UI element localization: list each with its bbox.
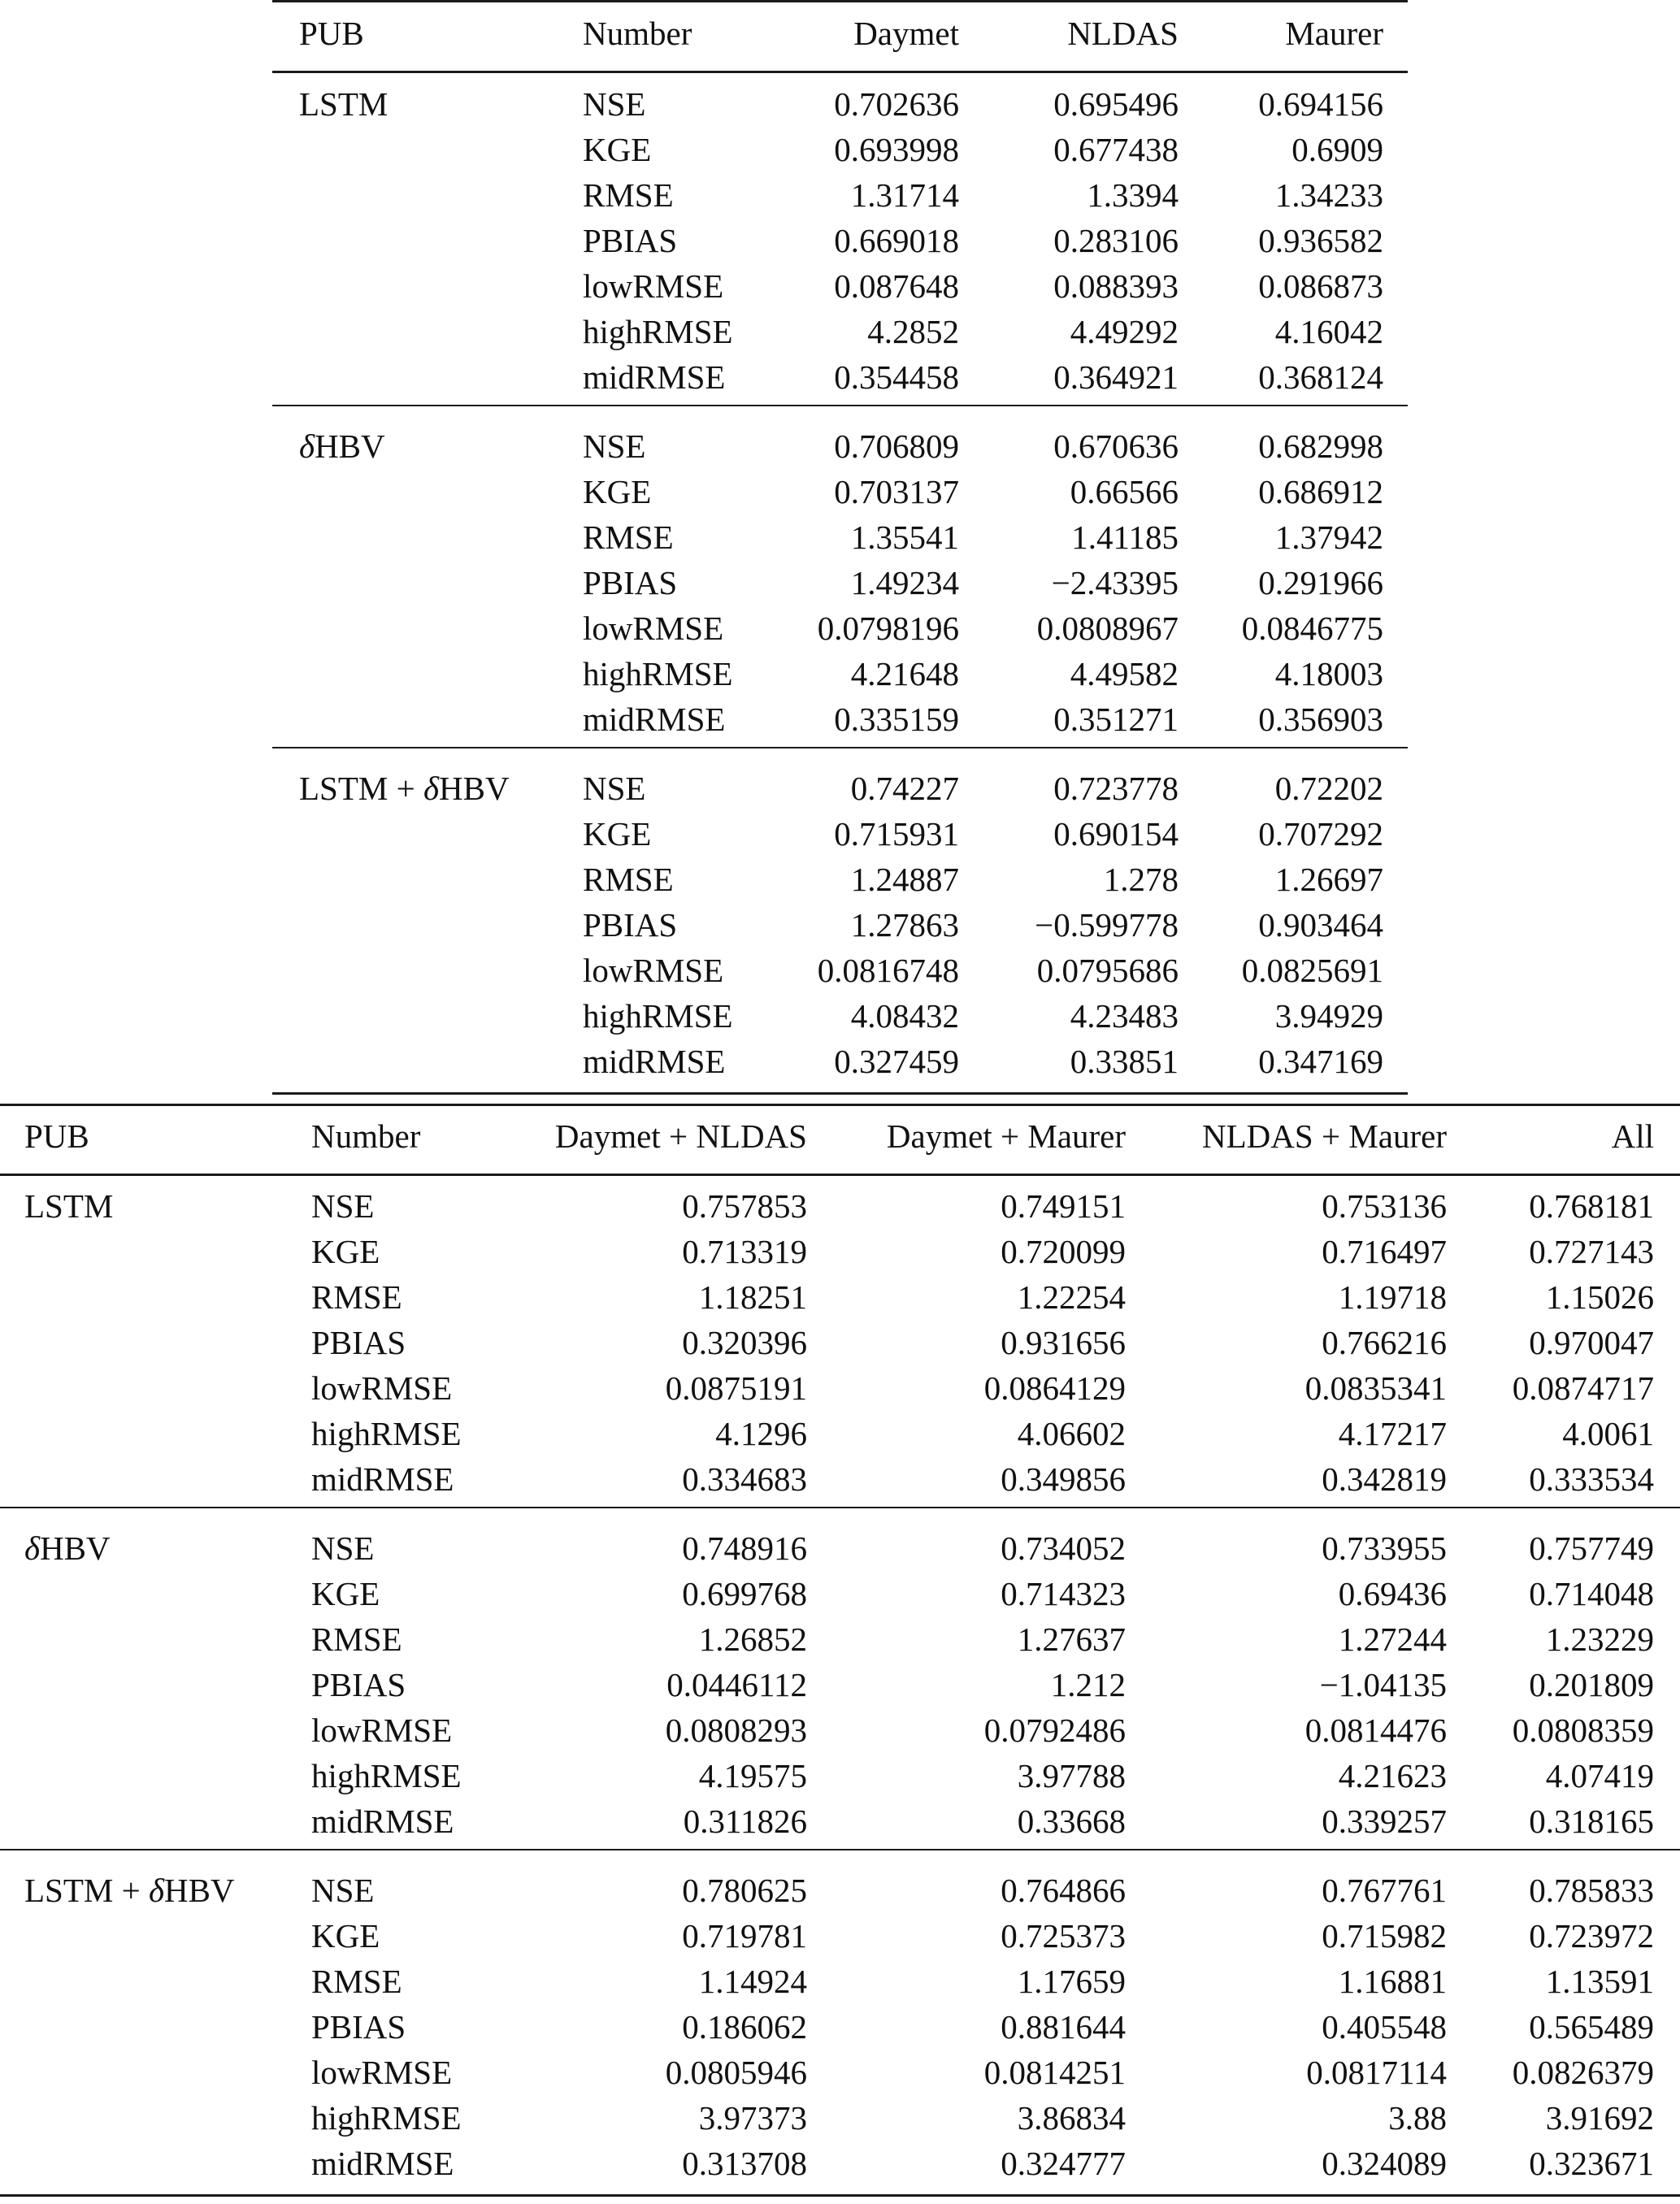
metric-value: 0.903464	[1258, 906, 1383, 944]
table-row	[272, 218, 1408, 263]
metric-value: 0.364921	[1053, 358, 1179, 396]
metric-value: 4.07419	[1545, 1757, 1654, 1794]
metric-value: 0.931656	[1001, 1324, 1126, 1361]
metric-value: 1.278	[1103, 861, 1179, 898]
metric-value: 0.088393	[1053, 267, 1179, 305]
model-name-prefix: LSTM +	[24, 1872, 149, 1909]
header-rule	[0, 1174, 1680, 1176]
table-row	[272, 469, 1408, 514]
bottom-rule	[0, 2194, 1680, 2197]
metric-value: 0.0814251	[983, 2054, 1126, 2091]
metric-value: 0.0864129	[983, 1369, 1126, 1407]
metric-value: 0.33851	[1070, 1043, 1179, 1080]
metric-value: 4.19575	[698, 1757, 807, 1794]
table-row	[272, 263, 1408, 309]
model-name-delta: δ	[423, 770, 440, 807]
header-pub: PUB	[24, 1117, 89, 1155]
metric-value: 1.15026	[1545, 1278, 1654, 1316]
metric-value: 0.715931	[834, 815, 959, 853]
metric-value: 0.766216	[1322, 1324, 1447, 1361]
metric-name: RMSE	[583, 176, 674, 214]
metric-value: 0.201809	[1529, 1666, 1654, 1703]
metric-value: 1.34233	[1274, 176, 1383, 214]
metric-value: 0.706809	[834, 427, 959, 465]
metric-value: 4.0061	[1562, 1415, 1654, 1452]
metric-name: midRMSE	[311, 1803, 454, 1840]
metric-value: 3.97788	[1017, 1757, 1126, 1794]
header-all: All	[1611, 1117, 1654, 1155]
metric-name: RMSE	[311, 1620, 402, 1658]
metric-name: PBIAS	[311, 1324, 406, 1361]
metric-value: 1.23229	[1545, 1620, 1654, 1658]
metric-name: NSE	[311, 1529, 375, 1567]
metric-name: PBIAS	[583, 564, 678, 601]
metric-name: midRMSE	[583, 701, 726, 738]
header-pub: PUB	[299, 15, 364, 52]
metric-value: 0.703137	[834, 473, 959, 510]
metric-value: −0.599778	[1035, 906, 1179, 944]
metric-value: 0.699768	[682, 1575, 807, 1612]
metric-value: 0.0808359	[1512, 1712, 1654, 1749]
metric-value: 0.333534	[1529, 1460, 1654, 1498]
metric-value: 3.94929	[1274, 997, 1383, 1035]
metric-value: 1.49234	[850, 564, 959, 601]
group-separator-rule	[0, 1849, 1680, 1850]
metric-name: midRMSE	[583, 358, 726, 396]
metric-value: 0.324777	[1001, 2145, 1126, 2182]
table-row	[0, 1183, 1680, 1229]
metric-value: 4.06602	[1017, 1415, 1126, 1452]
header-rule	[272, 71, 1408, 73]
metric-value: 0.690154	[1053, 815, 1179, 853]
group-separator-rule	[272, 405, 1408, 406]
table-row	[272, 766, 1408, 811]
metric-value: 0.74227	[850, 770, 959, 807]
table-row	[0, 1456, 1680, 1502]
metric-value: 0.727143	[1529, 1233, 1654, 1270]
metric-value: 0.087648	[834, 267, 959, 305]
metric-value: 0.0835341	[1304, 1369, 1447, 1407]
metric-value: 0.0825691	[1241, 952, 1383, 989]
metric-value: 0.320396	[682, 1324, 807, 1361]
metric-value: 1.27863	[850, 906, 959, 944]
metric-value: 0.565489	[1529, 2008, 1654, 2046]
metric-name: NSE	[311, 1872, 375, 1909]
metric-value: 0.313708	[682, 2145, 807, 2182]
table-row	[272, 514, 1408, 560]
metric-value: 0.713319	[682, 1233, 807, 1270]
model-name	[24, 1868, 235, 1913]
table-row	[0, 1571, 1680, 1616]
metric-value: 0.283106	[1053, 222, 1179, 259]
metric-value: 0.311826	[683, 1803, 807, 1840]
metric-value: 1.26852	[698, 1620, 807, 1658]
metric-value: 4.21648	[850, 655, 959, 692]
metric-name: lowRMSE	[583, 952, 724, 989]
metric-value: 0.69436	[1338, 1575, 1447, 1612]
metric-value: 0.719781	[682, 1917, 807, 1955]
metric-name: PBIAS	[311, 1666, 406, 1703]
metric-value: 0.318165	[1529, 1803, 1654, 1840]
metric-name: KGE	[583, 131, 652, 168]
metric-value: 1.26697	[1274, 861, 1383, 898]
metric-name: midRMSE	[311, 2145, 454, 2182]
metric-name: RMSE	[583, 518, 674, 556]
metric-name: lowRMSE	[311, 1369, 453, 1407]
metric-value: 0.339257	[1322, 1803, 1447, 1840]
metric-value: 1.17659	[1017, 1963, 1126, 2000]
top-rule	[272, 0, 1408, 2]
metric-name: RMSE	[311, 1278, 402, 1316]
table-row	[272, 1039, 1408, 1084]
metric-value: 0.368124	[1258, 358, 1383, 396]
group-separator-rule	[272, 747, 1408, 748]
bottom-table	[0, 1104, 1680, 2204]
table-row	[0, 1616, 1680, 1662]
metric-name: midRMSE	[311, 1460, 454, 1498]
table-row	[272, 354, 1408, 400]
table-row	[0, 1411, 1680, 1456]
header-nldas: NLDAS	[1067, 15, 1179, 52]
metric-name: KGE	[311, 1233, 380, 1270]
metric-value: 0.0805946	[665, 2054, 807, 2091]
metric-value: 0.686912	[1258, 473, 1383, 510]
model-name	[24, 1183, 113, 1229]
metric-value: 3.86834	[1017, 2099, 1126, 2137]
model-name-suffix: HBV	[40, 1529, 111, 1567]
metric-value: 0.694156	[1258, 85, 1383, 123]
metric-name: RMSE	[583, 861, 674, 898]
metric-value: 1.41185	[1071, 518, 1179, 556]
metric-value: 0.785833	[1529, 1872, 1654, 1909]
metric-value: 1.13591	[1545, 1963, 1654, 2000]
metric-value: 0.714323	[1001, 1575, 1126, 1612]
header-row	[272, 11, 1408, 56]
metric-value: 0.356903	[1258, 701, 1383, 738]
table-row	[0, 1662, 1680, 1707]
table-row	[272, 172, 1408, 218]
model-name-prefix: LSTM +	[299, 770, 423, 807]
metric-value: 0.72202	[1274, 770, 1383, 807]
metric-name: KGE	[311, 1917, 380, 1955]
metric-value: 0.349856	[1001, 1460, 1126, 1498]
table-row	[0, 1798, 1680, 1844]
metric-value: 0.715982	[1322, 1917, 1447, 1955]
model-name-suffix: LSTM	[299, 85, 389, 123]
metric-value: 0.693998	[834, 131, 959, 168]
metric-value: 1.212	[1050, 1666, 1126, 1703]
metric-name: highRMSE	[583, 997, 733, 1035]
metric-name: KGE	[583, 815, 652, 853]
metric-value: 0.66566	[1070, 473, 1179, 510]
table-row	[272, 423, 1408, 469]
table-row	[0, 1707, 1680, 1753]
metric-value: 0.327459	[834, 1043, 959, 1080]
metric-value: 3.88	[1388, 2099, 1447, 2137]
model-name-suffix: LSTM	[24, 1187, 114, 1225]
table-row	[272, 127, 1408, 172]
metric-value: 0.702636	[834, 85, 959, 123]
metric-name: PBIAS	[311, 2008, 406, 2046]
metric-value: 0.695496	[1053, 85, 1179, 123]
metric-value: 4.49292	[1070, 313, 1179, 350]
table-row	[0, 1868, 1680, 1913]
metric-value: 0.0795686	[1036, 952, 1179, 989]
metric-name: highRMSE	[583, 655, 733, 692]
metric-name: KGE	[583, 473, 652, 510]
metric-value: 4.1296	[715, 1415, 807, 1452]
bottom-rule	[272, 1092, 1408, 1095]
metric-value: 4.49582	[1070, 655, 1179, 692]
table-row	[0, 1959, 1680, 2004]
metric-value: 1.35541	[850, 518, 959, 556]
table-row	[0, 1320, 1680, 1365]
metric-value: 0.723972	[1529, 1917, 1654, 1955]
metric-value: 1.27244	[1338, 1620, 1447, 1658]
header-maurer: Maurer	[1285, 15, 1383, 52]
metric-value: 0.0816748	[817, 952, 959, 989]
metric-value: 0.753136	[1322, 1187, 1447, 1225]
table-row	[272, 81, 1408, 127]
table-row	[0, 1753, 1680, 1798]
table-row	[272, 902, 1408, 948]
model-name	[299, 423, 385, 469]
metric-name: NSE	[583, 427, 646, 465]
table-row	[272, 696, 1408, 742]
metric-value: 1.24887	[850, 861, 959, 898]
metric-value: 0.734052	[1001, 1529, 1126, 1567]
table-row	[0, 1229, 1680, 1274]
metric-value: 0.757749	[1529, 1529, 1654, 1567]
metric-value: 0.33668	[1017, 1803, 1126, 1840]
table-row	[272, 993, 1408, 1039]
header-daymet-maurer: Daymet + Maurer	[886, 1117, 1126, 1155]
metric-value: 1.22254	[1017, 1278, 1126, 1316]
model-name-delta: δ	[299, 427, 315, 465]
metric-value: 4.2852	[867, 313, 959, 350]
metric-value: 0.757853	[682, 1187, 807, 1225]
model-name	[299, 81, 388, 127]
metric-value: 0.733955	[1322, 1529, 1447, 1567]
metric-value: 0.342819	[1322, 1460, 1447, 1498]
model-name-suffix: HBV	[315, 427, 385, 465]
metric-value: 0.768181	[1529, 1187, 1654, 1225]
top-table	[272, 0, 1408, 1102]
metric-name: KGE	[311, 1575, 380, 1612]
metric-value: 0.749151	[1001, 1187, 1126, 1225]
metric-value: 4.23483	[1070, 997, 1179, 1035]
metric-name: NSE	[311, 1187, 375, 1225]
metric-value: 1.37942	[1274, 518, 1383, 556]
header-daymet: Daymet	[853, 15, 959, 52]
metric-value: 0.405548	[1322, 2008, 1447, 2046]
model-name	[24, 1525, 111, 1571]
metric-value: 0.0874717	[1512, 1369, 1654, 1407]
model-name	[299, 766, 510, 811]
metric-value: −1.04135	[1319, 1666, 1447, 1703]
header-daymet-nldas: Daymet + NLDAS	[554, 1117, 807, 1155]
metric-name: highRMSE	[311, 1757, 462, 1794]
metric-value: 1.19718	[1338, 1278, 1447, 1316]
metric-value: 0.335159	[834, 701, 959, 738]
metric-value: 0.716497	[1322, 1233, 1447, 1270]
metric-value: 0.334683	[682, 1460, 807, 1498]
metric-value: 3.91692	[1545, 2099, 1654, 2137]
metric-value: 1.3394	[1087, 176, 1179, 214]
metric-value: 1.18251	[698, 1278, 807, 1316]
metric-name: lowRMSE	[583, 267, 724, 305]
metric-value: 1.14924	[698, 1963, 807, 2000]
metric-name: highRMSE	[583, 313, 733, 350]
table-row	[0, 1525, 1680, 1571]
metric-value: 1.16881	[1338, 1963, 1447, 2000]
model-name-suffix: HBV	[439, 770, 510, 807]
metric-value: 0.0875191	[665, 1369, 807, 1407]
metric-value: 4.21623	[1338, 1757, 1447, 1794]
metric-value: 4.16042	[1274, 313, 1383, 350]
table-row	[0, 2095, 1680, 2141]
metric-value: 0.748916	[682, 1529, 807, 1567]
metric-value: 1.31714	[850, 176, 959, 214]
metric-name: NSE	[583, 85, 646, 123]
header-number: Number	[311, 1117, 421, 1155]
table-row	[272, 560, 1408, 605]
metric-value: 0.970047	[1529, 1324, 1654, 1361]
metric-value: 0.0826379	[1512, 2054, 1654, 2091]
metric-name: lowRMSE	[311, 1712, 453, 1749]
metric-value: 0.723778	[1053, 770, 1179, 807]
table-row	[272, 948, 1408, 993]
metric-value: 0.707292	[1258, 815, 1383, 853]
table-row	[0, 2050, 1680, 2095]
table-row	[0, 1913, 1680, 1959]
metric-value: 0.677438	[1053, 131, 1179, 168]
metric-name: PBIAS	[583, 906, 678, 944]
table-row	[0, 1274, 1680, 1320]
model-name-delta: δ	[24, 1529, 41, 1567]
metric-value: 0.767761	[1322, 1872, 1447, 1909]
metric-name: highRMSE	[311, 2099, 462, 2137]
metric-value: −2.43395	[1051, 564, 1179, 601]
metric-name: RMSE	[311, 1963, 402, 2000]
metric-value: 0.0798196	[817, 610, 959, 647]
metric-value: 0.0808293	[665, 1712, 807, 1749]
metric-value: 0.0817114	[1306, 2054, 1447, 2091]
metric-name: NSE	[583, 770, 646, 807]
metric-value: 0.725373	[1001, 1917, 1126, 1955]
metric-name: lowRMSE	[583, 610, 724, 647]
metric-value: 0.0814476	[1304, 1712, 1447, 1749]
table-row	[272, 651, 1408, 696]
metric-value: 0.881644	[1001, 2008, 1126, 2046]
metric-value: 3.97373	[698, 2099, 807, 2137]
metric-value: 0.324089	[1322, 2145, 1447, 2182]
metric-value: 0.936582	[1258, 222, 1383, 259]
metric-value: 0.0792486	[983, 1712, 1126, 1749]
table-row	[0, 2004, 1680, 2050]
header-row	[0, 1113, 1680, 1159]
table-row	[272, 309, 1408, 354]
metric-value: 0.669018	[834, 222, 959, 259]
metric-value: 4.18003	[1274, 655, 1383, 692]
header-number: Number	[583, 15, 692, 52]
metric-value: 0.0846775	[1241, 610, 1383, 647]
metric-name: midRMSE	[583, 1043, 726, 1080]
metric-name: lowRMSE	[311, 2054, 453, 2091]
header-nldas-maurer: NLDAS + Maurer	[1202, 1117, 1447, 1155]
metric-value: 0.780625	[682, 1872, 807, 1909]
group-separator-rule	[0, 1507, 1680, 1508]
model-name-delta: δ	[148, 1872, 165, 1909]
table-row	[0, 2141, 1680, 2186]
metric-name: highRMSE	[311, 1415, 462, 1452]
metric-value: 0.351271	[1053, 701, 1179, 738]
metric-value: 0.714048	[1529, 1575, 1654, 1612]
table-row	[272, 605, 1408, 651]
metric-value: 0.323671	[1529, 2145, 1654, 2182]
metric-value: 0.291966	[1258, 564, 1383, 601]
model-name-suffix: HBV	[164, 1872, 235, 1909]
metric-value: 0.682998	[1258, 427, 1383, 465]
metric-value: 0.764866	[1001, 1872, 1126, 1909]
metric-value: 4.08432	[850, 997, 959, 1035]
metric-value: 0.086873	[1258, 267, 1383, 305]
metric-value: 0.720099	[1001, 1233, 1126, 1270]
top-rule	[0, 1104, 1680, 1106]
metric-value: 4.17217	[1338, 1415, 1447, 1452]
metric-value: 0.186062	[682, 2008, 807, 2046]
metric-value: 0.6909	[1291, 131, 1383, 168]
table-row	[0, 1365, 1680, 1411]
metric-value: 0.354458	[834, 358, 959, 396]
metric-value: 0.0446112	[666, 1666, 807, 1703]
metric-value: 1.27637	[1017, 1620, 1126, 1658]
table-row	[272, 811, 1408, 857]
metric-value: 0.670636	[1053, 427, 1179, 465]
metric-name: PBIAS	[583, 222, 678, 259]
table-row	[272, 857, 1408, 902]
metric-value: 0.347169	[1258, 1043, 1383, 1080]
metric-value: 0.0808967	[1036, 610, 1179, 647]
